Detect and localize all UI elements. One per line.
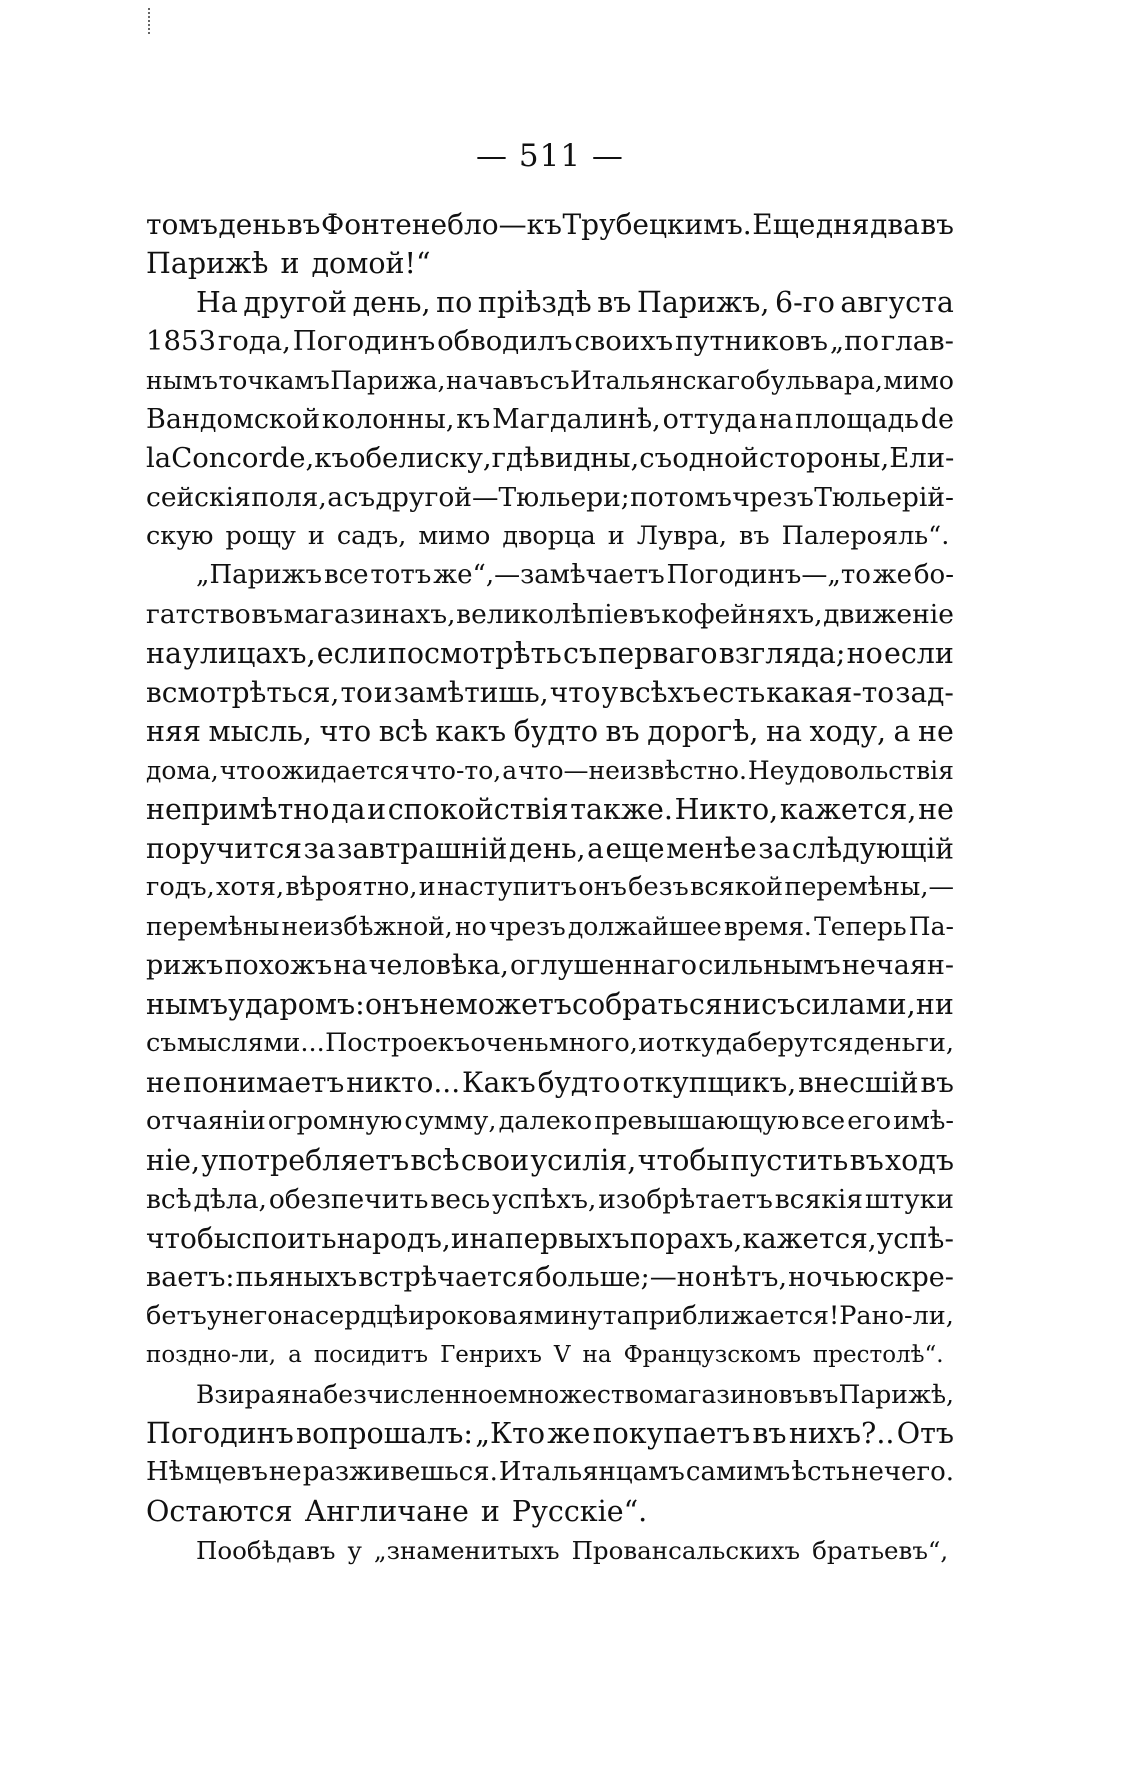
- scan-artifact: [148, 8, 152, 34]
- paragraph: [146, 1375, 954, 1531]
- text-line: бетъ у него на сердцѣ и роковая минута приближается! Рано-ли,: [146, 1301, 954, 1331]
- text-line: на улицахъ, если посмотрѣть съ перваго взгляда; но если: [146, 637, 954, 670]
- text-line: перемѣны неизбѣжной, но чрезъ должайшее время. Теперь Па-: [146, 912, 954, 941]
- paragraph: [146, 556, 954, 1375]
- text-line: отчаяніи огромную сумму, далеко превышающую все его имѣ-: [146, 1106, 954, 1136]
- text-line: гатство въ магазинахъ, великолѣпіе въ кофейняхъ, движеніе: [146, 599, 954, 630]
- paragraph: [146, 205, 954, 283]
- text-line: „Парижъ все тотъ же“,—замѣчаетъ Погодинъ—„то же бо-: [196, 560, 954, 590]
- text-line: всѣ дѣла, обезпечить весь успѣхъ, изобрѣтаетъ всякія штуки: [146, 1184, 954, 1215]
- text-line: la Concorde, къ обелиску, гдѣ видны, съ одной стороны, Ели-: [146, 442, 955, 474]
- text-line: ніе, употребляетъ всѣ свои усилія, чтобы пустить въ ходъ: [146, 1144, 954, 1177]
- text-line: томъ день въ Фонтенебло—къ Трубецкимъ. Еще дня два въ: [146, 208, 954, 241]
- text-line: Пообѣдавъ у „знаменитыхъ Провансальскихъ братьевъ“,: [196, 1536, 949, 1565]
- text-line: дома, что ожидается что-то, а что—неизвѣстно. Неудовольствія: [146, 756, 954, 785]
- text-line: непримѣтно да и спокойствія также. Никто, кажется, не: [146, 793, 954, 826]
- text-line: съ мыслями... Построекъ очень много, и откуда берутся деньги,: [146, 1028, 954, 1058]
- text-line: Вандомской колонны, къ Магдалинѣ, оттуда на площадь de: [146, 404, 954, 435]
- text-line: Парижѣ и домой!“: [146, 247, 431, 280]
- text-line: всмотрѣться, то и замѣтишь, что у всѣхъ есть какая-то зад-: [146, 676, 954, 709]
- page-number: — 511 —: [476, 138, 624, 174]
- body-text: [146, 205, 954, 1570]
- paragraph: [146, 283, 954, 556]
- text-line: сейскія поля, а съ другой—Тюльери; потомъ чрезъ Тюльерій-: [146, 482, 954, 513]
- text-line: Остаются Англичане и Русскіе“.: [146, 1495, 648, 1528]
- text-line: нымъ ударомъ: онъ не можетъ собраться ни съ силами, ни: [146, 988, 954, 1021]
- text-line: поздно-ли, а посидитъ Генрихъ V на Французскомъ престолѣ“.: [146, 1342, 944, 1368]
- text-line: скую рощу и садъ, мимо дворца и Лувра, въ Палерояль“.: [146, 521, 950, 551]
- text-line: нымъ точкамъ Парижа, начавъ съ Итальянскаго бульвара, мимо: [146, 366, 954, 395]
- text-line: На другой день, по пріѣздѣ въ Парижъ, 6-го августа: [196, 286, 954, 319]
- text-line: годъ, хотя, вѣроятно, и наступитъ онъ безъ всякой перемѣны,—: [146, 872, 954, 902]
- text-line: ваетъ: пьяныхъ встрѣчается больше;—но нѣтъ, ночью скре-: [146, 1262, 954, 1293]
- text-line: Нѣмцевъ не разживешься. Итальянцамъ самимъ ѣсть нечего.: [146, 1457, 954, 1487]
- text-line: рижъ похожъ на человѣка, оглушеннаго сильнымъ нечаян-: [146, 950, 954, 981]
- text-line: 1853 года, Погодинъ обводилъ своихъ путниковъ „по глав-: [146, 325, 954, 357]
- text-line: чтобы споить народъ, и на первыхъ порахъ, кажется, успѣ-: [146, 1222, 954, 1255]
- text-line: Погодинъ вопрошалъ: „Кто же покупаетъ въ нихъ?.. Отъ: [146, 1417, 954, 1450]
- text-line: Взирая на безчисленное множество магазиновъ въ Парижѣ,: [196, 1380, 954, 1409]
- text-line: няя мысль, что всѣ какъ будто въ дорогѣ, на ходу, а не: [146, 715, 954, 748]
- text-line: не понимаетъ никто... Какъ будто откупщикъ, внесшій въ: [146, 1066, 954, 1099]
- text-line: поручится за завтрашній день, а еще менѣе за слѣдующій: [146, 832, 954, 865]
- paragraph: [146, 1531, 954, 1570]
